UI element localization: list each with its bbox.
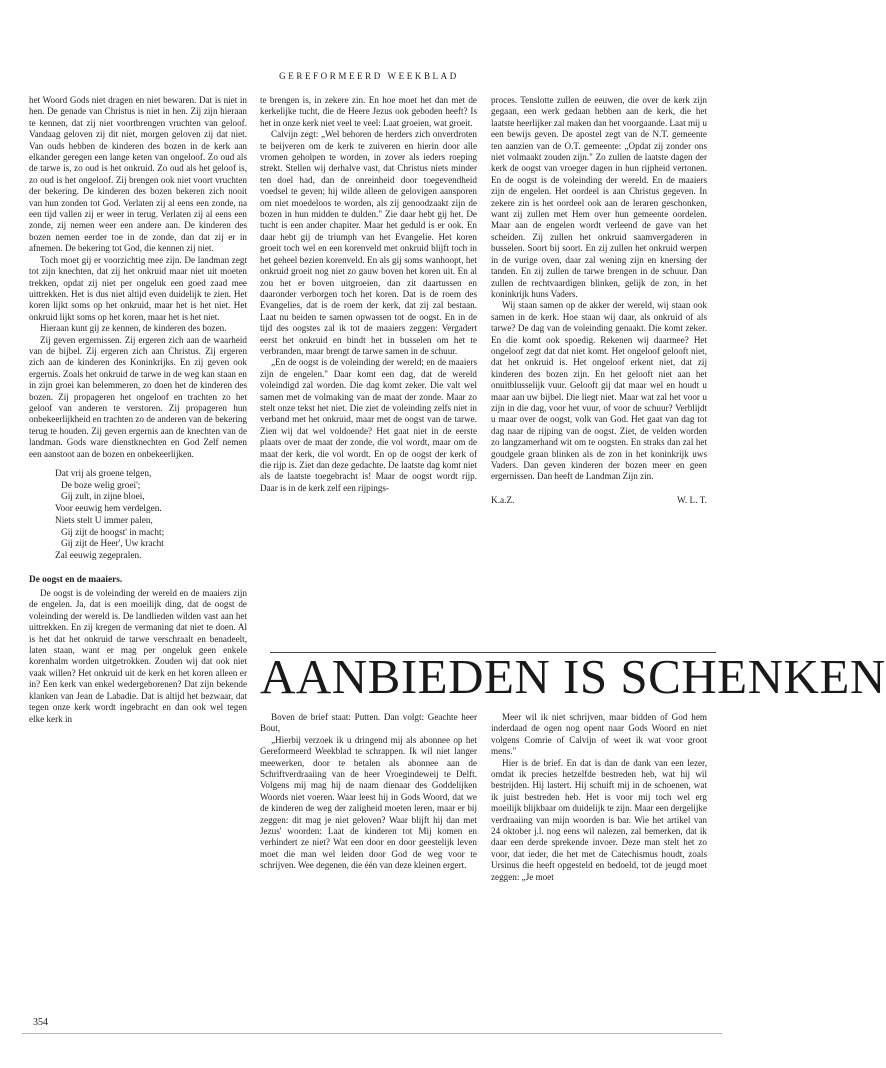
paragraph: te brengen is, in zekere zin. En hoe moet het dan met de kerkelijke tucht, die de Heere Jezus ook geboden heeft? Is het in onze kerk niet veel te veel: Laat groeien, wat groeit. (260, 95, 477, 128)
psalm-verse (55, 469, 247, 563)
paragraph: het Woord Gods niet dragen en niet bewaren. Dat is niet in hen. De genade van Christus is niet in hen. Zij zijn hieraan te kennen, dat zij niet voortbrengen vruchten van geloof. Vandaag geloven zij dit niet, morgen geloven zij dat niet. Van ouds hebben de kinderen des bozen in de kerk aan elkander geregen een lange keten van ongeloof. Zo oud als de tarwe is, zo oud is het onkruid. Zo oud als het geloof is, zo oud is het ongeloof. Zij brengen ook niet voort vruchten der bekering. De kinderen des bozen bekeren zich nooit van hun zonden tot God. Verlaten zij al eens een zonde, na een tijd vallen zij er weer in terug. Verlaten zij al eens een zonde, zij nemen weer een andere aan. De kinderen des bozen nemen eerder toe in de zonde, dan dat zij er in afnemen. De bekering tot God, die kennen zij niet. (29, 95, 247, 254)
verse-line: Dat vrij als groene telgen, (55, 469, 152, 479)
column-3 (491, 95, 707, 507)
page-bottom-line (22, 1033, 722, 1034)
paragraph: Boven de brief staat: Putten. Dan volgt: Geachte heer Bout, (260, 712, 477, 734)
author-initials: W. L. T. (676, 495, 707, 506)
paragraph: „Hierbij verzoek ik u dringend mij als abonnee op het Gereformeerd Weekblad te schrappen. Ik wil niet langer meewerken, door te betalen als abonnee aan de Schriftverdraaiing van de heer Vroegindeweij te Delft. Volgens mij mag hij de naam dienaar des Goddelijken Woords niet voeren. Waar leest hij in Gods Woord, dat we de kinderen de weg der zaligheid moeten leren, maar er bij zeggen: dit mag je niet geloven? Waar blijft hij dan met Jezus' woorden: Laat de kinderen tot Mij komen en verhindert ze niet? Wat een door en door geestelijk leven moet die man wel leiden door God de weg voor te schrijven. Wee degenen, die één van deze kleinen ergert. (260, 734, 477, 871)
article-headline: AANBIEDEN IS SCHENKEN (260, 649, 886, 704)
paragraph: Zij geven ergernissen. Zij ergeren zich aan de waarheid van de bijbel. Zij ergeren zich aan Christus. Zij ergeren zich aan de kinderen des Koninkrijks. En zij geven ook ergernis. Zoals het onkruid de tarwe in de weg kan staan en in zijn groei kan belemmeren, zo doen het de kinderen des bozen. Zij propageren het ongeloof en trachten zo het geloof van anderen te verstoren. Zij propageren hun onbekeerlijkheid en trachten zo de anderen van de bekering terug te houden. Zij geven ergernis aan de knechten van de landman. Gods ware dienstknechten en God Zelf nemen een aanstoot aan de bozen en onbekeerlijken. (29, 334, 247, 459)
verse-line: Zal eeuwig zegepralen. (55, 550, 142, 561)
paragraph: Meer wil ik niet schrijven, maar bidden of God hem inderdaad de ogen nog opent naar Gods Woord en niet volgens Comrie of Calvijn of weet ik wat voor groot mens." (491, 712, 707, 757)
paragraph: De oogst is de voleinding der wereld en de maaiers zijn de engelen. Ja, dat is een moeilijk ding, dat de oogst de voleinding der wereld is. De landlieden wilden vast aan het uittrekken. En zij kregen de vermaning dat niet te doen. Al is het dat het onkruid de tarwe verschraalt en benadeelt, laten staan, want er mag per ongeluk geen enkele korenhalm worden uitgetrokken. Zouden wij dat ook niet vaak willen? Het onkruid uit de kerk en het koren alleen er in? Een kerk van enkel wedergeborenen? Dat zijn bekende klanken van Jean de Labadie. Dat is altijd het bezwaar, dat tegen onze kerk wordt ingebracht en dan ook wel tegen elke kerk in (29, 588, 247, 724)
column-4 (260, 712, 477, 872)
column-2 (260, 95, 477, 494)
signature-line (491, 496, 707, 507)
verse-line: De boze welig groei'; (61, 480, 141, 491)
verse-line: Niets stelt U immer palen, (55, 515, 153, 526)
paragraph: Calvijn zegt: „Wel behoren de herders zich onverdroten te beijveren om de kerk te zuiveren en hierin door alle vromen geholpen te worden, in zover als ieders roeping strekt. Stellen wij derhalve vast, dat Christus niets minder ten doel had, dan de onreinheid door toegevendheid voedsel te geven; hij wilde alleen de gelovigen aansporen om niet moedeloos te worden, als zij genoodzaakt zijn de bozen in hun midden te dulden." Zie daar hebt gij het. De tucht is een ander chapiter. Maar het geduld is er ook. En daar hebt gij de triumph van het Evangelie. Het koren groeit toch wel en een korenveld met onkruid blijft toch in het geheel bezien korenveld. En als gij soms wanhoopt, het onkruid groeit nog niet zo gauw boven het koren uit. En al zou het er boven uitgroeien, dan zit daartussen en daaronder verborgen toch het koren. Dat is de roem des Evangelies, dat is de roem der kerk, dat zij zal bestaan. Laat nu beiden te samen opwassen tot de oogst. En in de tijd des oogstes zal ik tot de maaiers zeggen: Vergadert eerst het onkruid en bindt het in busselen om het te verbranden, maar brengt de tarwe samen in de schuur. (260, 129, 477, 356)
verse-line: Gij zijt de Heer', Uw kracht (61, 539, 164, 550)
paragraph: „En de oogst is de voleinding der wereld; en de maaiers zijn de engelen." Daar komt een dag, dat de wereld voleindigd zal worden. Die dag komt zeker. Die valt wel samen met de volmaking van de maat der zonde. Maar zo stelt onze tekst het niet. Die ziet de voleinding zelfs niet in verband met het onkruid, maar met de oogst van de tarwe. Zien wij dat wel voldoende? Het gaat niet in de eerste plaats over de maat der zonde, die vol wordt, maar om de maat der kerk, die vol wordt. En op de oogst der kerk of die rijp is. Ziet dan deze gedachte. De laatste dag komt niet als de laatste toegebracht is! Maar de oogst wordt rijp. Daar is in de kerk zelf een rijpings- (260, 357, 477, 493)
verse-line: Gij zijt de hoogst' in macht; (61, 527, 165, 538)
page-number: 354 (33, 1017, 48, 1028)
signature-initials: K.a.Z. (491, 495, 515, 506)
verse-line: Gij zult, in zijne bloei, (61, 492, 145, 503)
verse-line: Voor eeuwig hem verdelgen. (55, 504, 162, 515)
paragraph: Wij staan samen op de akker der wereld, wij staan ook samen in de kerk. Hoe staan wij daar, als onkruid of als tarwe? De dag van de voleinding genaakt. Die komt zeker. En die komt ook spoedig. Rekenen wij daarmee? Het ongeloof zegt dat dat niet komt. Het ongeloof gelooft niet, dat het onkruid is. Het ongeloof erkent niet, dat zij kinderen des bozen zijn. En het gelooft niet aan het onuitblusselijk vuur. Gelooft gij dat maar wel en houdt u maar aan uw bijbel. Die liegt niet. Maar wat zal het voor u zijn in die dag, voor het vuur, of voor de schuur? Verblijdt u maar over de oogst, volk van God. Het gaat van dag tot dag naar de rijping van de oogst. Ziet, de velden worden zo langzamerhand wit om te oogsten. En straks dan zal het goudgele graan blinken als de zon in het koninkrijk uws Vaders. Dan geven kinderen der bozen meer en geen ergernissen. Dan heeft de Landman Zijn zin. (491, 300, 707, 482)
column-1 (29, 95, 247, 725)
column-5 (491, 712, 707, 883)
paragraph: Toch moet gij er voorzichtig mee zijn. De landman zegt tot zijn knechten, dat zij het onkruid maar niet uit moeten trekken, opdat zij niet per ongeluk een goed zaad mee uittrekken. Het is dus niet altijd even duidelijk te zien. Het koren lijkt soms op het onkruid, maar het is het niet. Het onkruid lijkt soms op het koren, maar het is het niet. (29, 254, 247, 322)
paragraph: Hieraan kunt gij ze kennen, de kinderen des bozen. (40, 323, 227, 334)
running-header: GEREFORMEERD WEEKBLAD (279, 71, 459, 81)
section-subheading: De oogst en de maaiers. (29, 574, 123, 585)
paragraph: Hier is de brief. En dat is dan de dank van een lezer, omdat ik precies hetzelfde bestreden heb, wat hij wil bestrijden. Hij lastert. Hij schuift mij in de schoenen, wat ik juist bestreden heb. Het is voor mij toch wel erg moeilijk blijkbaar om duidelijk te zijn. Maar een dergelijke verdraaiing van mijn woorden is bar. Wie het artikel van 24 oktober j.l. nog eens wil nalezen, zal bemerken, dat ik daar een derde sprekende invoer. Deze man stelt het zo voor, dat ieder, die het met de Catechismus houdt, zoals Ursinus die heeft opgesteld en bedoeld, tot de jeugd moet zeggen: „Je moet (491, 757, 707, 882)
paragraph: proces. Tenslotte zullen de eeuwen, die over de kerk zijn gegaan, een werk gedaan hebben aan de kerk, die het laatste heerlijker zal maken dan het voorgaande. Laat mij u een bewijs geven. De apostel zegt van de N.T. gemeente ten aanzien van de O.T. gemeente: „Opdat zij zonder ons niet volmaakt zouden zijn." Zo zullen de laatste dagen der kerk de oogst van vroeger dagen in hun rijpheid vertonen. En de oogst is de voleinding der wereld. En de maaiers zijn de engelen. Het oordeel is aan Christus gegeven. In zekere zin is het oordeel ook aan de leraren geschonken, want zij zullen met Hem over hun gemeente oordelen. Maar aan de engelen wordt verleend de gave van het scheiden. Zij zullen het onkruid saamvergaderen in busselen. Soort bij soort. En zij zullen het onkruid werpen in de vurige oven, daar zal wening zijn en knersing der tanden. En zij zullen de tarwe brengen in de schuur. Dan zullen de rechtvaardigen blinken, gelijk de zon, in het koninkrijk huns Vaders. (491, 95, 707, 299)
